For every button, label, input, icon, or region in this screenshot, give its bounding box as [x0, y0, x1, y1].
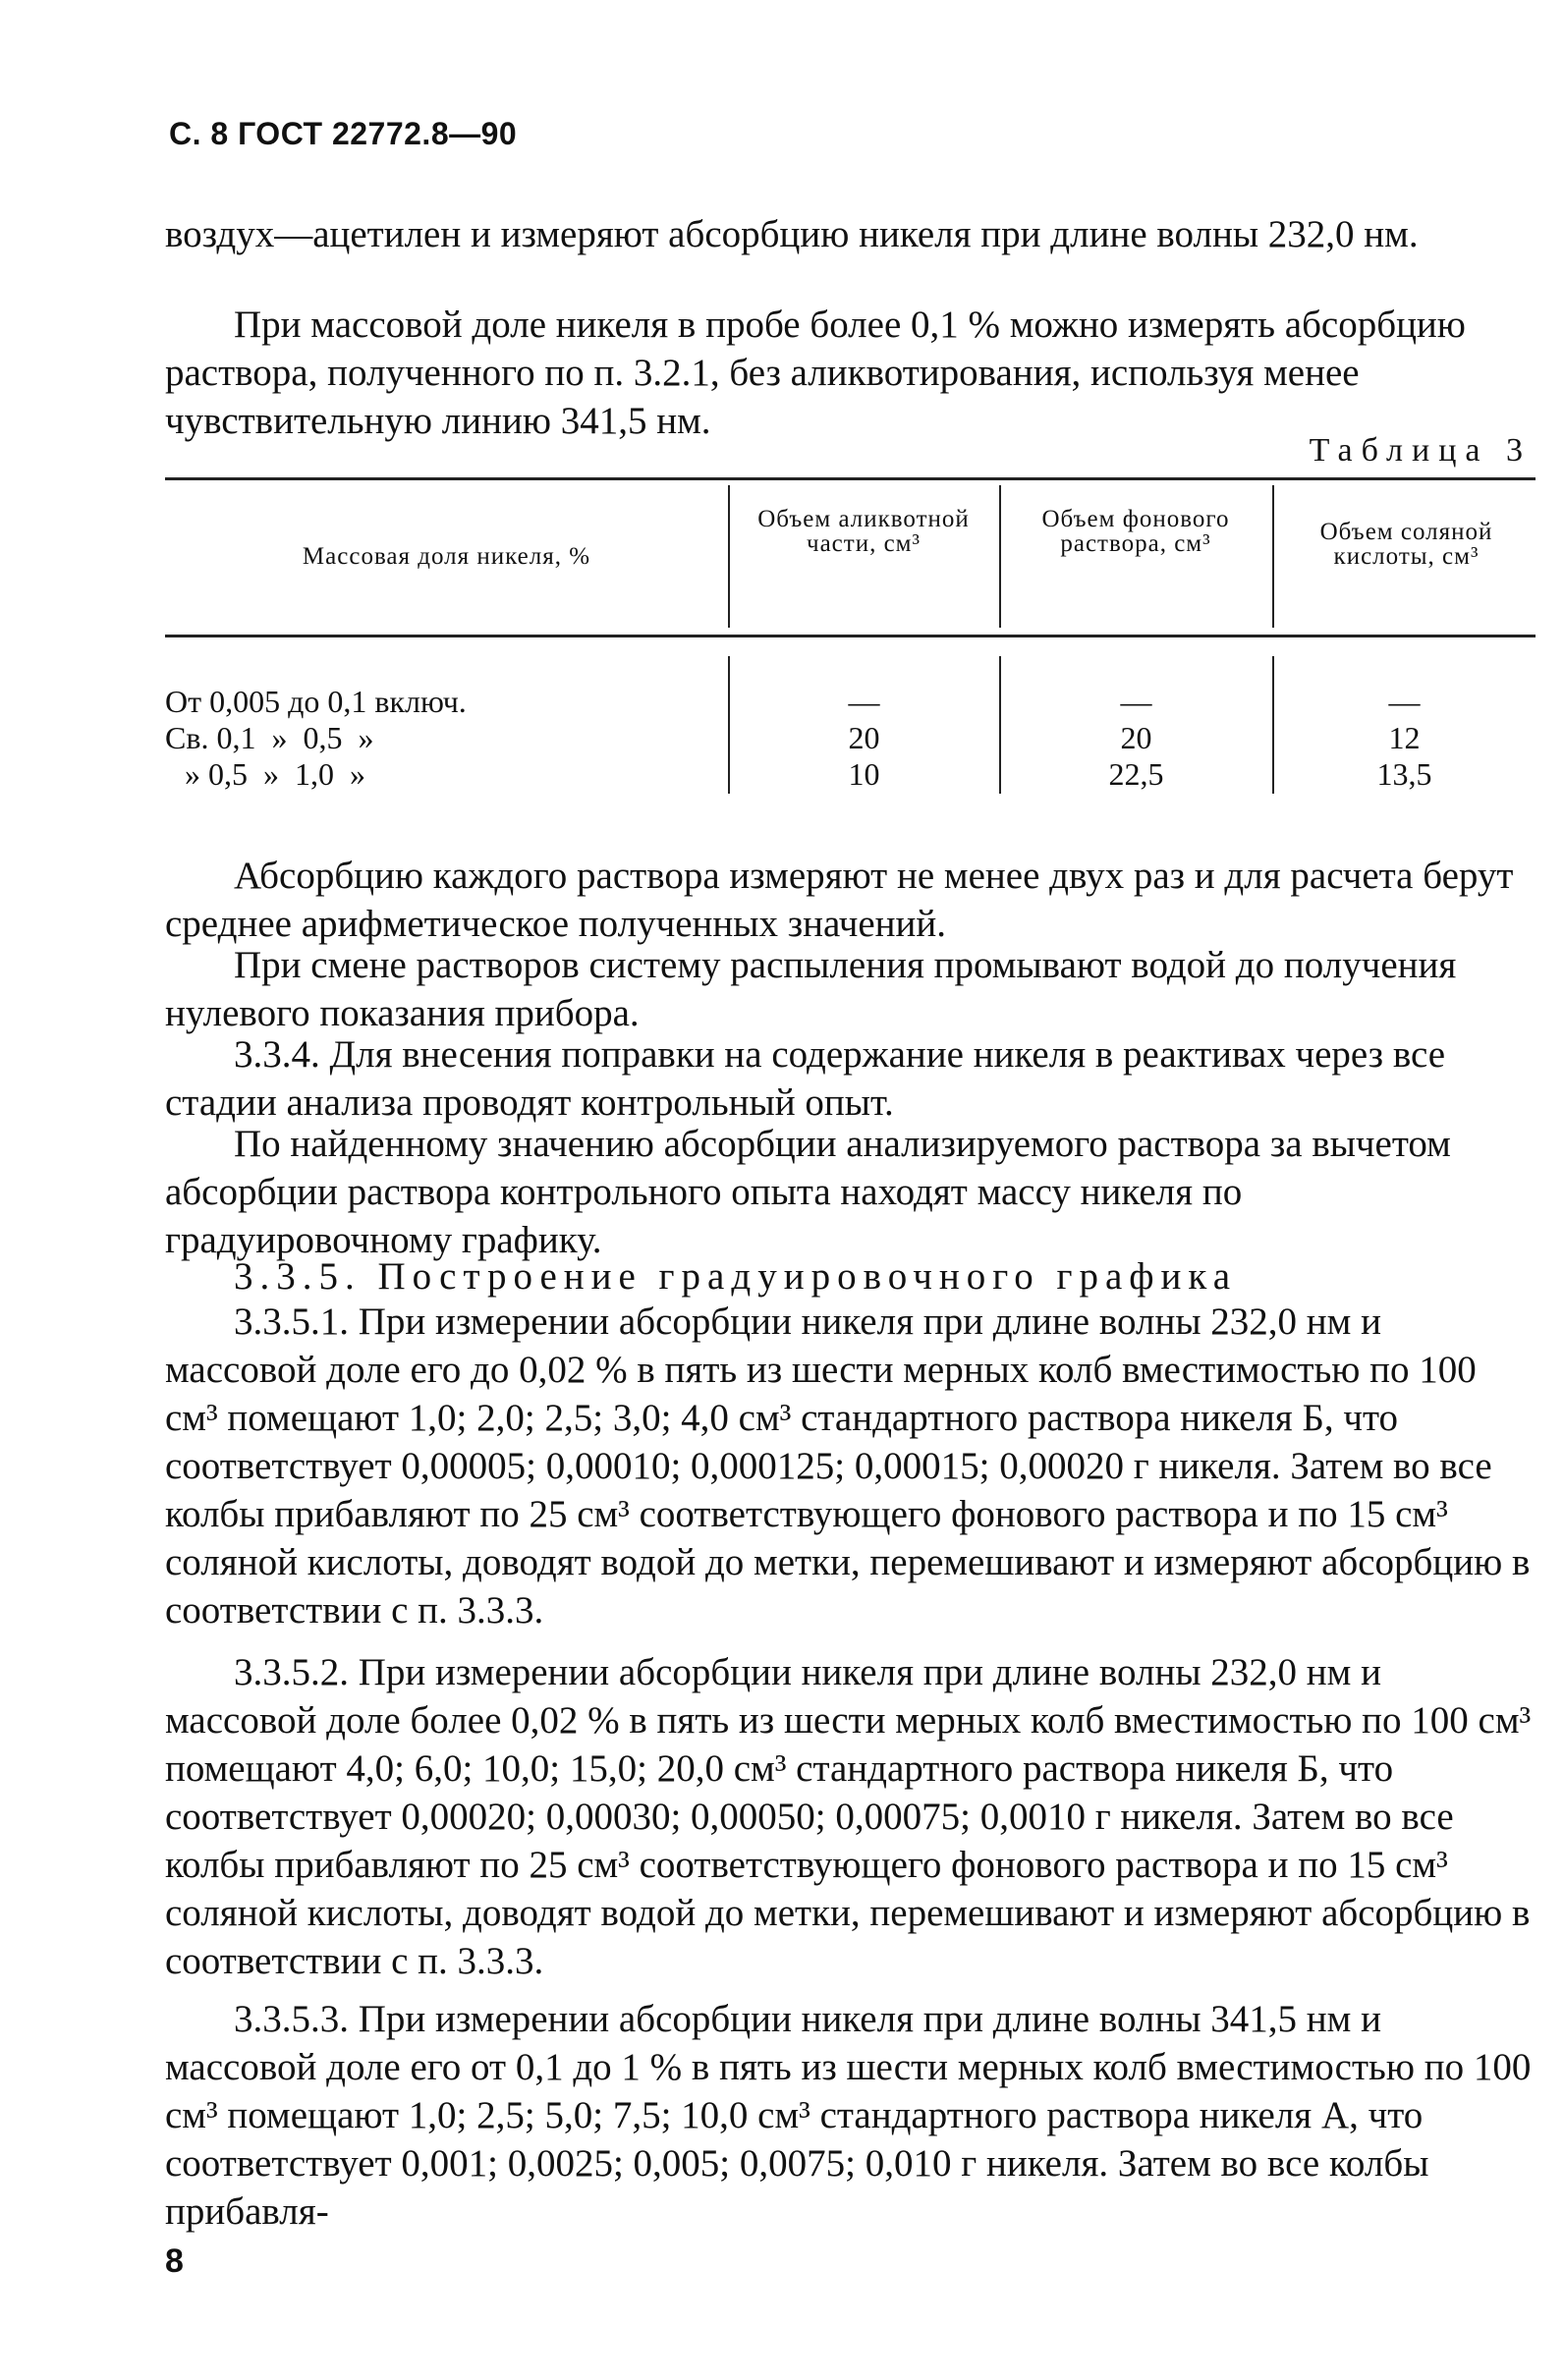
paragraph-rinse-system: При смене растворов систему распыления промывают водой до получения нулевого показания прибора. [165, 944, 1457, 1034]
table-cell: — [848, 684, 880, 719]
table-cell: 22,5 [1108, 756, 1164, 792]
table-cell: — [1120, 684, 1152, 719]
section-heading-3-3-5: 3.3.5. Построение градуировочного графика [234, 1255, 1238, 1298]
paragraph-absorption-average: Абсорбцию каждого раствора измеряют не менее двух раз и для расчета берут среднее арифметическое полученных значений. [165, 855, 1514, 945]
table-cell: 13,5 [1376, 756, 1432, 792]
table-col-divider [1272, 485, 1274, 628]
table-caption: Таблица 3 [1309, 432, 1532, 469]
paragraph-3-3-5-3: 3.3.5.3. При измерении абсорбции никеля при длине волны 341,5 нм и массовой доле его от 0,1 до 1 % в пять из шести мерных колб вместимостью по 100 см³ помещают 1,0; 2,5; 5,0; 7,5; 10,0 см³ стандартного раствора никеля А, что соответствует 0,001; 0,0025; 0,005; 0,0075; 0,010 г никеля. Затем во все колбы прибавля- [165, 1998, 1532, 2233]
paragraph-3-3-5-2: 3.3.5.2. При измерении абсорбции никеля при длине волны 232,0 нм и массовой доле более 0,02 % в пять из шести мерных колб вместимостью по 100 см³ помещают 4,0; 6,0; 10,0; 15,0; 20,0 см³ стандартного раствора никеля Б, что соответствует 0,00020; 0,00030; 0,00050; 0,00075; 0,0010 г никеля. Затем во все колбы прибавляют по 25 см³ соответствующего фонового раствора и по 15 см³ соляной кислоты, доводят водой до метки, перемешивают и измеряют абсорбцию в соответствии с п. 3.3.3. [165, 1651, 1532, 1982]
paragraph-find-mass: По найденному значению абсорбции анализируемого раствора за вычетом абсорбции раствора контрольного опыта находят массу никеля по градуировочному графику. [165, 1123, 1451, 1261]
paragraph-continued: воздух—ацетилен и измеряют абсорбцию никеля при длине волны 232,0 нм. [165, 213, 1419, 255]
table-col-divider [999, 485, 1001, 628]
table-cell: 10 [848, 756, 880, 792]
running-header: С. 8 ГОСТ 22772.8—90 [169, 116, 518, 151]
table-header-aliquot-volume: Объем аликвотной части, см³ [757, 506, 970, 557]
paragraph-3-3-4: 3.3.4. Для внесения поправки на содержание никеля в реактивах через все стадии анализа проводят контрольный опыт. [165, 1033, 1446, 1124]
table-header-background-volume: Объем фонового раствора, см³ [1041, 506, 1230, 557]
page-number: 8 [165, 2242, 184, 2280]
table-header-mass-fraction: Массовая доля никеля, % [302, 543, 591, 570]
table-cell: 12 [1388, 720, 1421, 755]
table-3 [165, 477, 1536, 811]
paragraph-3-3-5-1: 3.3.5.1. При измерении абсорбции никеля при длине волны 232,0 нм и массовой доле его до 0,02 % в пять из шести мерных колб вместимостью по 100 см³ помещают 1,0; 2,0; 2,5; 3,0; 4,0 см³ стандартного раствора никеля Б, что соответствует 0,00005; 0,00010; 0,000125; 0,00015; 0,00020 г никеля. Затем во все колбы прибавляют по 25 см³ соответствующего фонового раствора и по 15 см³ соляной кислоты, доводят водой до метки, перемешивают и измеряют абсорбцию в соответствии с п. 3.3.3. [165, 1301, 1531, 1632]
table-cell: 20 [848, 720, 880, 755]
table-header-acid-volume: Объем соляной кислоты, см³ [1319, 519, 1493, 570]
table-cell: Св. 0,1 » 0,5 » [165, 720, 374, 755]
table-cell: » 0,5 » 1,0 » [185, 756, 365, 792]
paragraph-mass-fraction-note: При массовой доле никеля в пробе более 0,1 % можно измерять абсорбцию раствора, полученного по п. 3.2.1, без аликвотирования, используя менее чувствительную линию 341,5 нм. [165, 304, 1466, 442]
table-header-rule [165, 635, 1536, 637]
table-cell: От 0,005 до 0,1 включ. [165, 684, 467, 719]
table-top-rule [165, 477, 1536, 480]
table-cell: — [1388, 684, 1421, 719]
table-cell: 20 [1120, 720, 1152, 755]
table-col-divider [728, 485, 730, 628]
